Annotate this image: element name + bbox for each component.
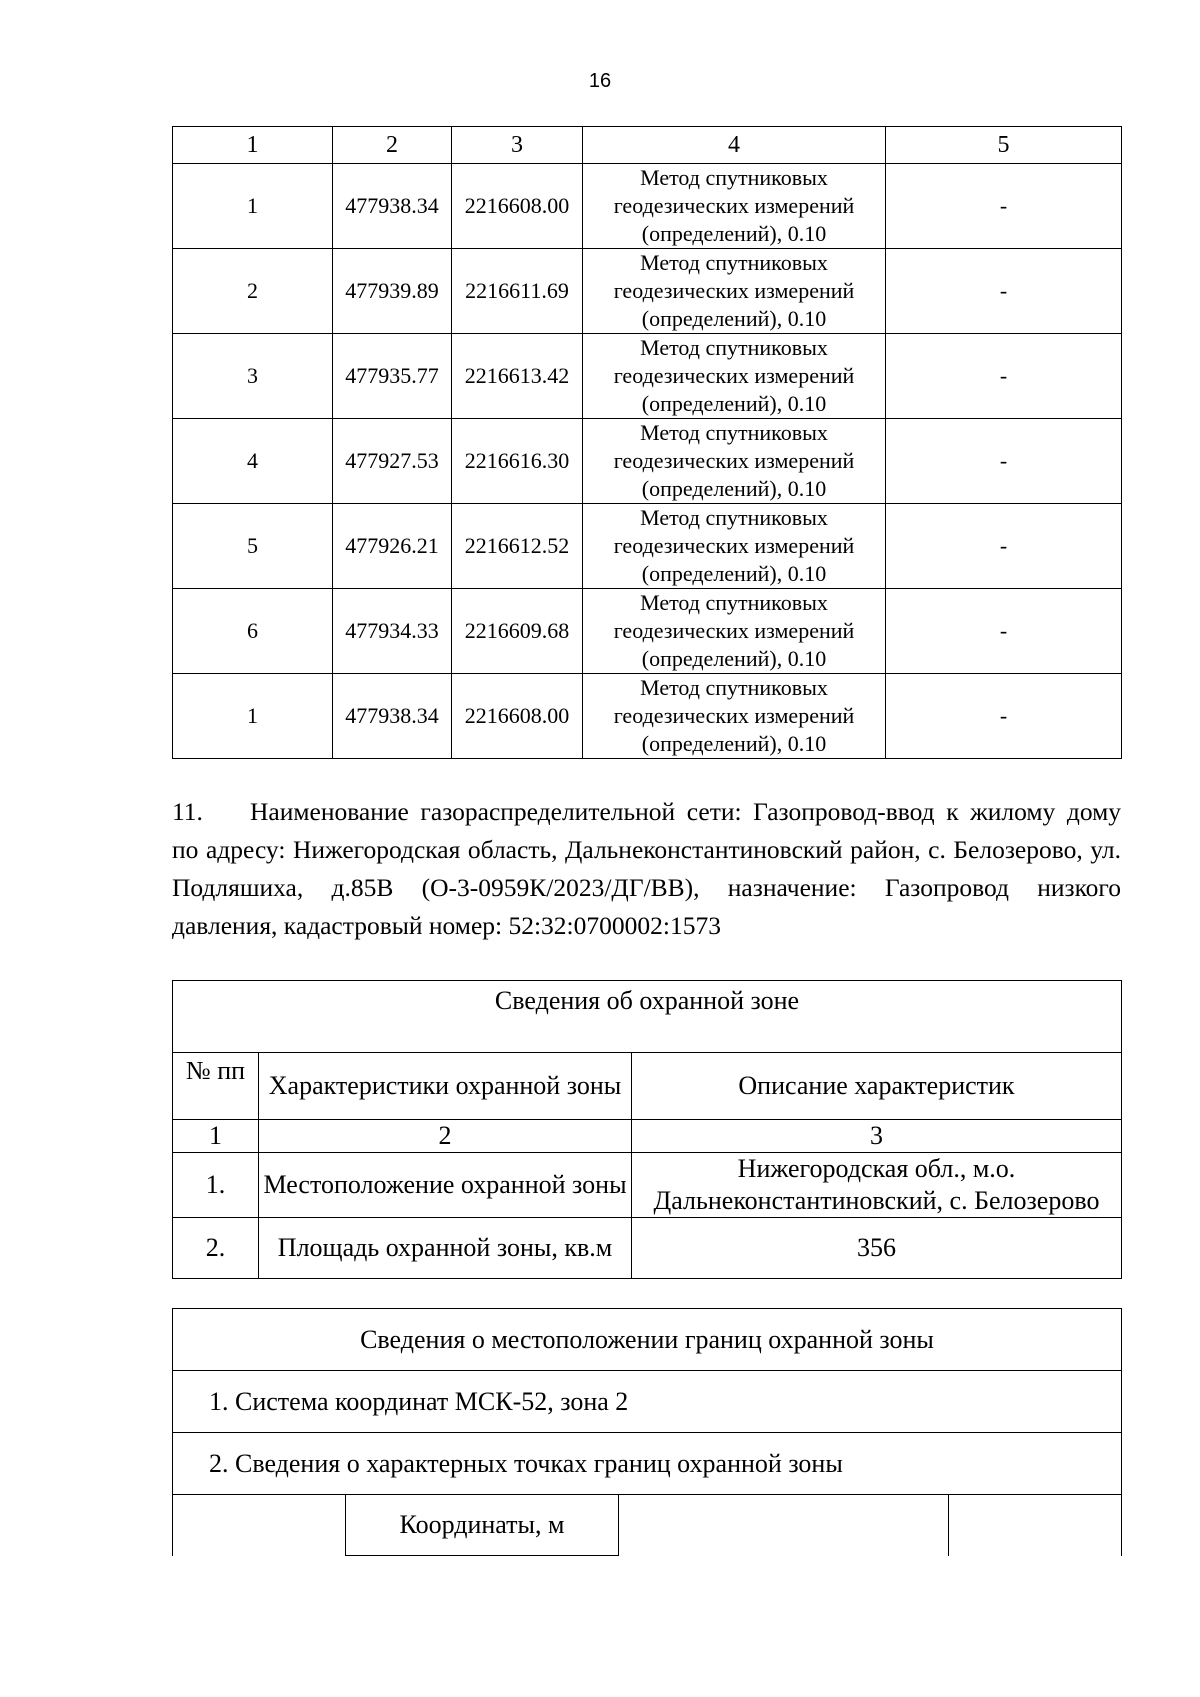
col-header: Характеристики охранной зоны	[259, 1053, 632, 1120]
method-line: Метод спутниковых	[640, 505, 828, 530]
method-line: Метод спутниковых	[640, 165, 828, 190]
page-number: 16	[588, 70, 612, 92]
method-cell	[583, 419, 886, 504]
coordinates-header-row	[173, 1495, 1122, 1556]
coord-x: 477938.34	[333, 674, 452, 759]
method-line: Метод спутниковых	[640, 675, 828, 700]
coord-y: 2216608.00	[452, 164, 583, 249]
col-number: 1	[173, 1120, 259, 1153]
coord-y: 2216613.42	[452, 334, 583, 419]
col-number: 3	[632, 1120, 1122, 1153]
method-line: геодезических измерений	[613, 703, 855, 728]
table-row	[173, 1153, 1122, 1218]
coordinates-table	[172, 126, 1122, 759]
method-line: Метод спутниковых	[640, 250, 828, 275]
method-cell	[583, 249, 886, 334]
coordinates-header-row	[173, 127, 1122, 164]
note: -	[886, 589, 1122, 674]
coord-x: 477934.33	[333, 589, 452, 674]
method-cell	[583, 674, 886, 759]
coordinate-system-row	[173, 1371, 1122, 1433]
note: -	[886, 334, 1122, 419]
col-header: Описание характеристик	[632, 1053, 1122, 1120]
col-header: 4	[583, 127, 886, 164]
coord-x: 477926.21	[333, 504, 452, 589]
coordinates-header: Координаты, м	[346, 1495, 619, 1556]
note: -	[886, 674, 1122, 759]
coord-y: 2216608.00	[452, 674, 583, 759]
col-header: 5	[886, 127, 1122, 164]
method-line: (определений), 0.10	[641, 391, 827, 416]
method-cell	[583, 504, 886, 589]
method-line: Метод спутниковых	[640, 335, 828, 360]
characteristic-value: Нижегородская обл., м.о. Дальнеконстантиновский, с. Белозерово	[632, 1153, 1122, 1218]
paragraph-number: 11.	[172, 797, 203, 826]
coord-y: 2216612.52	[452, 504, 583, 589]
coord-x: 477939.89	[333, 249, 452, 334]
method-line: Метод спутниковых	[640, 420, 828, 445]
note: -	[886, 504, 1122, 589]
coord-x: 477927.53	[333, 419, 452, 504]
characteristic-points-title: 2. Сведения о характерных точках границ охранной зоны	[173, 1433, 1122, 1495]
method-line: геодезических измерений	[613, 618, 855, 643]
table-row	[173, 164, 1122, 249]
method-line: (определений), 0.10	[641, 731, 827, 756]
col-header: № пп	[173, 1053, 259, 1120]
characteristic-value: 356	[632, 1218, 1122, 1279]
coord-y: 2216611.69	[452, 249, 583, 334]
method-cell	[583, 334, 886, 419]
method-line: Метод спутниковых	[640, 590, 828, 615]
row-number: 1.	[173, 1153, 259, 1218]
protection-zone-info-table	[172, 980, 1122, 1279]
table-row	[173, 504, 1122, 589]
coord-y: 2216609.68	[452, 589, 583, 674]
method-line: (определений), 0.10	[641, 221, 827, 246]
col-number: 2	[259, 1120, 632, 1153]
note: -	[886, 249, 1122, 334]
network-description-paragraph	[172, 793, 1121, 945]
col-header: 1	[173, 127, 333, 164]
col-header: 2	[333, 127, 452, 164]
characteristic-points-row	[173, 1433, 1122, 1495]
characteristic-name: Местоположение охранной зоны	[259, 1153, 632, 1218]
point-number: 1	[173, 164, 333, 249]
boundaries-title-row	[173, 1309, 1122, 1371]
table-row	[173, 1218, 1122, 1279]
point-number: 4	[173, 419, 333, 504]
zone-table-title: Сведения об охранной зоне	[173, 981, 1122, 1053]
method-line: (определений), 0.10	[641, 306, 827, 331]
paragraph-text: Наименование газораспределительной сети: Газопровод-ввод к жилому дому по адресу: Нижегородская область, Дальнеконстантиновский район, с. Белозерово, ул. Подляшиха, д.85В (О-3-0959К/2023/ДГ/ВВ), назначение: Газопровод низкого давления, кадастровый номер: 52:32:0700002:1573	[172, 797, 1121, 940]
boundaries-title: Сведения о местоположении границ охранной зоны	[173, 1309, 1122, 1371]
empty-cell	[173, 1495, 346, 1556]
method-line: геодезических измерений	[613, 448, 855, 473]
zone-table-title-row	[173, 981, 1122, 1053]
table-row	[173, 419, 1122, 504]
zone-table-number-row	[173, 1120, 1122, 1153]
coord-x: 477935.77	[333, 334, 452, 419]
point-number: 2	[173, 249, 333, 334]
method-line: (определений), 0.10	[641, 476, 827, 501]
empty-cell	[619, 1495, 949, 1556]
method-line: геодезических измерений	[613, 193, 855, 218]
point-number: 1	[173, 674, 333, 759]
method-line: геодезических измерений	[613, 278, 855, 303]
method-line: геодезических измерений	[613, 363, 855, 388]
coord-x: 477938.34	[333, 164, 452, 249]
table-row	[173, 334, 1122, 419]
note: -	[886, 164, 1122, 249]
method-line: геодезических измерений	[613, 533, 855, 558]
coord-y: 2216616.30	[452, 419, 583, 504]
col-header: 3	[452, 127, 583, 164]
point-number: 3	[173, 334, 333, 419]
characteristic-name: Площадь охранной зоны, кв.м	[259, 1218, 632, 1279]
empty-cell	[949, 1495, 1122, 1556]
table-row	[173, 589, 1122, 674]
coordinate-system: 1. Система координат МСК-52, зона 2	[173, 1371, 1122, 1433]
row-number: 2.	[173, 1218, 259, 1279]
method-line: (определений), 0.10	[641, 561, 827, 586]
zone-boundaries-table	[172, 1308, 1122, 1556]
method-cell	[583, 164, 886, 249]
table-row	[173, 674, 1122, 759]
zone-table-header-row	[173, 1053, 1122, 1120]
table-row	[173, 249, 1122, 334]
method-line: (определений), 0.10	[641, 646, 827, 671]
method-cell	[583, 589, 886, 674]
point-number: 6	[173, 589, 333, 674]
point-number: 5	[173, 504, 333, 589]
note: -	[886, 419, 1122, 504]
